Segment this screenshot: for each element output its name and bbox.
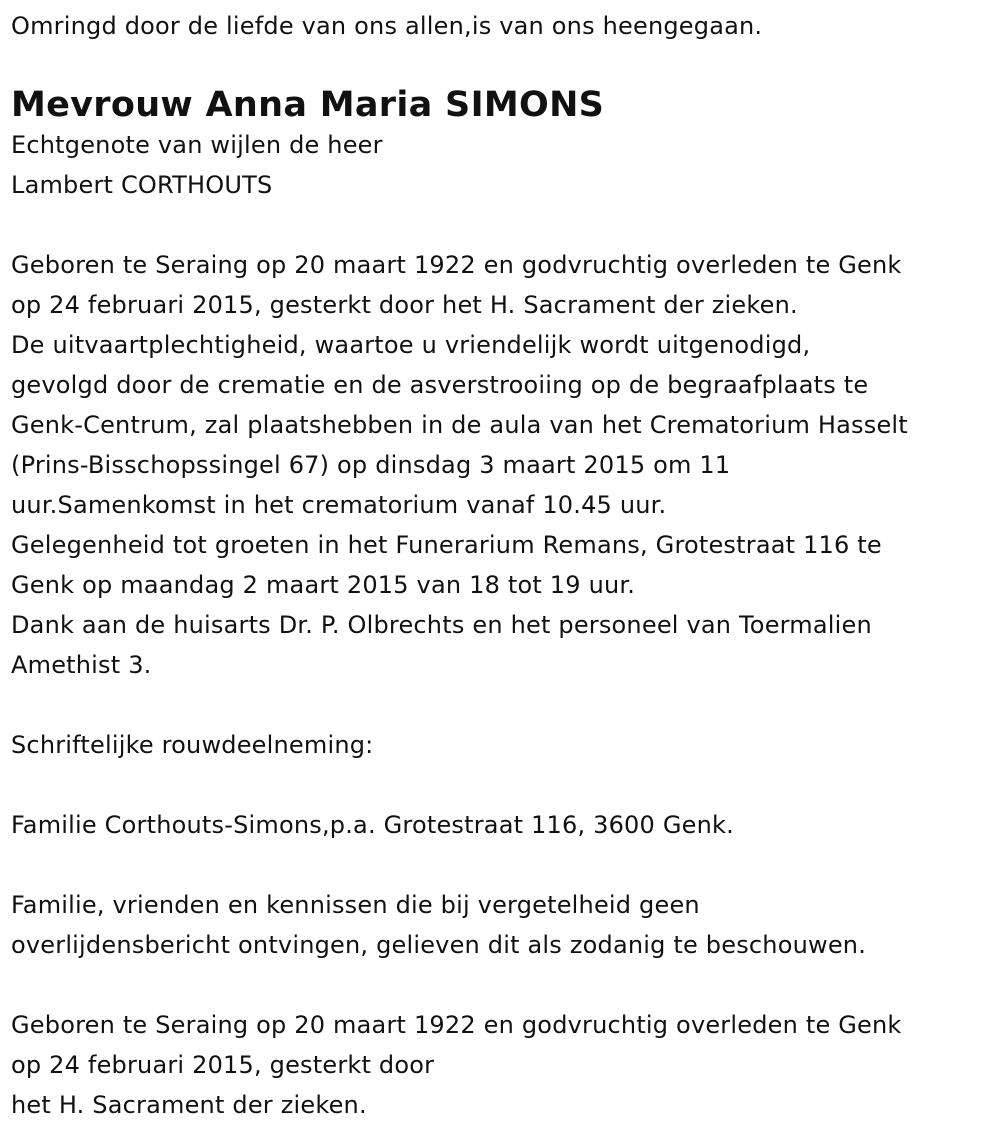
closing-line: het H. Sacrament der zieken. (11, 1091, 367, 1119)
body-line: Geboren te Seraing op 20 maart 1922 en godvruchtig overleden te Genk (11, 251, 902, 279)
deceased-name: Mevrouw Anna Maria SIMONS (11, 85, 605, 125)
body-line: Amethist 3. (11, 651, 152, 679)
family-note-line: Familie, vrienden en kennissen die bij vergetelheid geen (11, 891, 700, 919)
spouse-line: Echtgenote van wijlen de heer (11, 131, 383, 159)
body-line: (Prins-Bisschopssingel 67) op dinsdag 3 maart 2015 om 11 (11, 451, 731, 479)
family-note-line: overlijdensbericht ontvingen, gelieven dit als zodanig te beschouwen. (11, 931, 867, 959)
closing-line: op 24 februari 2015, gesterkt door (11, 1051, 435, 1079)
intro-text: Omringd door de liefde van ons allen,is van ons heengegaan. (11, 12, 763, 40)
spouse-line: Lambert CORTHOUTS (11, 171, 273, 199)
body-line: De uitvaartplechtigheid, waartoe u vriendelijk wordt uitgenodigd, (11, 331, 811, 359)
funeral-details (11, 245, 996, 685)
family-address: Familie Corthouts-Simons,p.a. Grotestraat 116, 3600 Genk. (11, 811, 734, 839)
body-line: Gelegenheid tot groeten in het Funerarium Remans, Grotestraat 116 te (11, 531, 882, 559)
spouse-block (11, 125, 996, 205)
body-line: Dank aan de huisarts Dr. P. Olbrechts en het personeel van Toermalien (11, 611, 872, 639)
body-line: Genk-Centrum, zal plaatshebben in de aula van het Crematorium Hasselt (11, 411, 908, 439)
body-line: uur.Samenkomst in het crematorium vanaf 10.45 uur. (11, 491, 667, 519)
family-note (11, 885, 996, 965)
body-line: op 24 februari 2015, gesterkt door het H. Sacrament der zieken. (11, 291, 798, 319)
closing-line: Geboren te Seraing op 20 maart 1922 en godvruchtig overleden te Genk (11, 1011, 902, 1039)
closing-block (11, 1005, 996, 1125)
body-line: Genk op maandag 2 maart 2015 van 18 tot 19 uur. (11, 571, 636, 599)
body-line: gevolgd door de crematie en de asverstrooiing op de begraafplaats te (11, 371, 869, 399)
condolence-label: Schriftelijke rouwdeelneming: (11, 731, 374, 759)
death-notice (11, 0, 996, 1125)
